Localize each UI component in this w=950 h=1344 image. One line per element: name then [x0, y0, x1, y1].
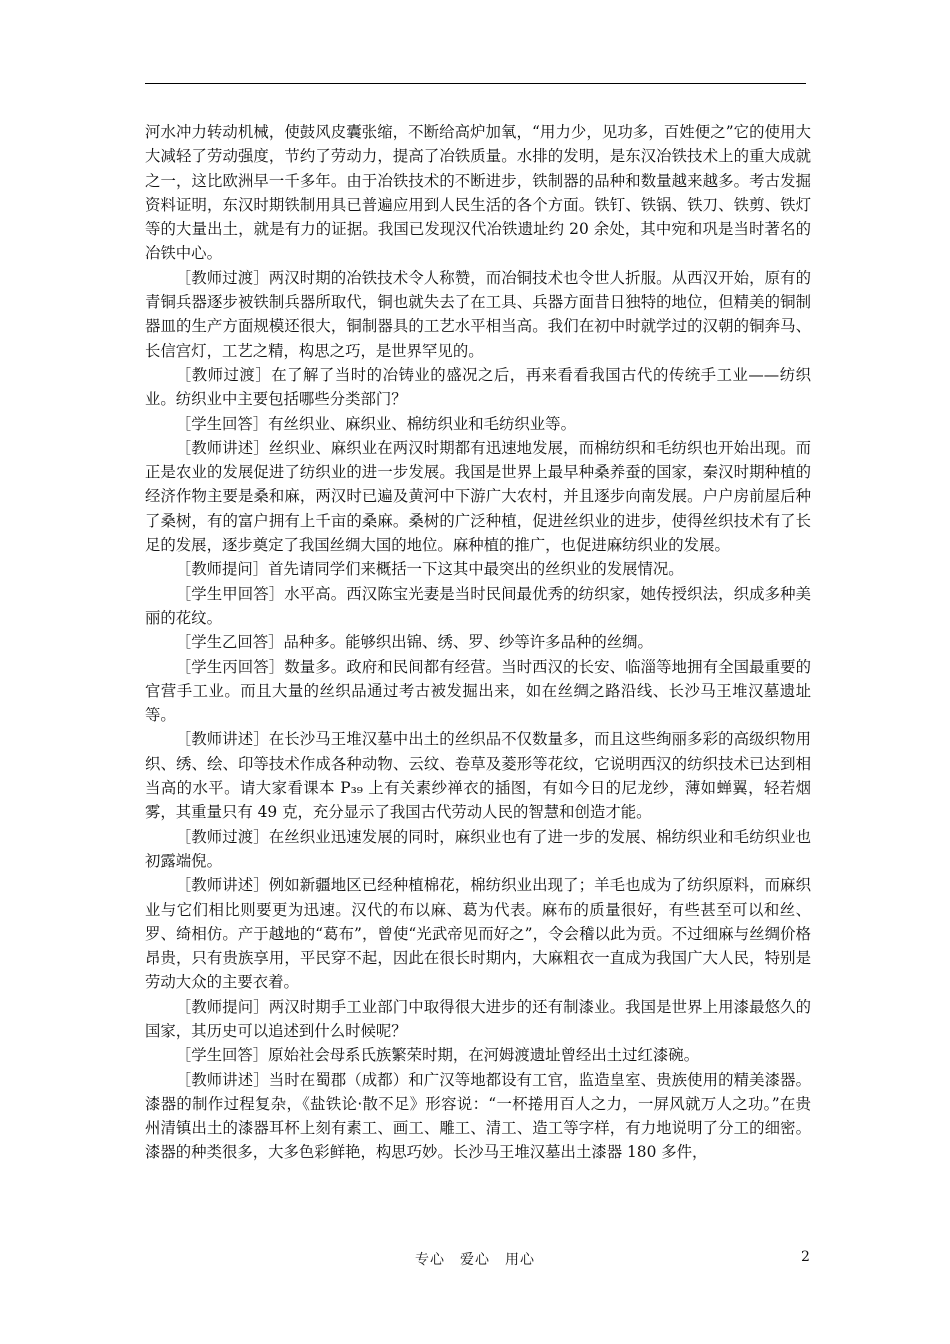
page-footer: [0, 1249, 950, 1269]
paragraph: ［学生丙回答］数量多。政府和民间都有经营。当时西汉的长安、临淄等地拥有全国最重要的官营手工业。而且大量的丝织品通过考古被发掘出来，如在丝绸之路沿线、长沙马王堆汉墓遗址等。: [145, 657, 811, 725]
paragraph: ［教师提问］两汉时期手工业部门中取得很大进步的还有制漆业。我国是世界上用漆最悠久的国家，其历史可以追述到什么时候呢？: [145, 997, 811, 1040]
paragraph: ［教师过渡］在了解了当时的冶铸业的盛况之后，再来看看我国古代的传统手工业——纺织业。纺织业中主要包括哪些分类部门？: [145, 365, 811, 409]
header-rule: [145, 83, 806, 84]
paragraph: ［学生回答］原始社会母系氏族繁荣时期，在河姆渡遗址曾经出土过红漆碗。: [175, 1046, 700, 1065]
page-number: 2: [801, 1249, 810, 1265]
paragraph: ［学生回答］有丝织业、麻织业、棉纺织业和毛纺织业等。: [175, 414, 576, 433]
paragraph: ［教师讲述］在长沙马王堆汉墓中出土的丝织品不仅数量多，而且这些绚丽多彩的高级织物用织、绣、绘、印等技术作成各种动物、云纹、卷草及菱形等花纹，它说明西汉的纺织技术已达到相当高的水平。请大家看课本 P₃₉ 上有关素纱禅衣的插图，有如今日的尼龙纱，薄如蝉翼，轻若烟雾，其重量只有 49 克，充分显示了我国古代劳动人民的智慧和创造才能。: [145, 730, 811, 822]
paragraph: ［学生乙回答］品种多。能够织出锦、绣、罗、纱等许多品种的丝绸。: [175, 633, 653, 652]
paragraph: ［教师过渡］在丝织业迅速发展的同时，麻织业也有了进一步的发展、棉纺织业和毛纺织业也初露端倪。: [145, 827, 811, 870]
footer-motto: 专心 爱心 用心: [415, 1252, 535, 1268]
paragraph: ［教师讲述］当时在蜀郡（成都）和广汉等地都设有工官，监造皇室、贵族使用的精美漆器。漆器的制作过程复杂，《盐铁论·散不足》形容说：“一杯捲用百人之力，一屏风就万人之功。”在贵州清镇出土的漆器耳杯上刻有素工、画工、雕工、清工、造工等字样，有力地说明了分工的细密。漆器的种类很多，大多色彩鲜艳，构思巧妙。长沙马王堆汉墓出土漆器 180 多件，: [145, 1070, 811, 1162]
paragraph: ［学生甲回答］水平高。西汉陈宝光妻是当时民间最优秀的纺织家，她传授织法，织成多种美丽的花纹。: [145, 584, 811, 627]
paragraph: ［教师过渡］两汉时期的冶铁技术令人称赞，而冶铜技术也令世人折服。从西汉开始，原有的青铜兵器逐步被铁制兵器所取代，铜也就失去了在工具、兵器方面昔日独特的地位，但精美的铜制器皿的生产方面规模还很大，铜制器具的工艺水平相当高。我们在初中时就学过的汉朝的铜奔马、长信宫灯，工艺之精，构思之巧，是世界罕见的。: [145, 268, 811, 360]
paragraph: ［教师讲述］例如新疆地区已经种植棉花，棉纺织业出现了；羊毛也成为了纺织原料，而麻织业与它们相比则要更为迅速。汉代的布以麻、葛为代表。麻布的质量很好，有些甚至可以和丝、罗、绮相仿。产于越地的“葛布”，曾使“光武帝见而好之”，令会稽以此为贡。不过细麻与丝绸价格昂贵，只有贵族享用，平民穿不起，因此在很长时期内，大麻粗衣一直成为我国广大人民，特别是劳动大众的主要衣着。: [145, 876, 811, 992]
paragraph: ［教师讲述］丝织业、麻织业在两汉时期都有迅速地发展，而棉纺织和毛纺织也开始出现。而正是农业的发展促进了纺织业的进一步发展。我国是世界上最早种桑养蚕的国家，秦汉时期种植的经济作物主要是桑和麻，两汉时已遍及黄河中下游广大农村，并且逐步向南发展。户户房前屋后种了桑树，有的富户拥有上千亩的桑麻。桑树的广泛种植，促进丝织业的进步，使得丝织技术有了长足的发展，逐步奠定了我国丝绸大国的地位。麻种植的推广，也促进麻纺织业的发展。: [145, 438, 811, 555]
document-body: [145, 120, 811, 1165]
paragraph: ［教师提问］首先请同学们来概括一下这其中最突出的丝织业的发展情况。: [175, 560, 684, 579]
paragraph: 河水冲力转动机械，使鼓风皮囊张缩，不断给高炉加氧，“用力少，见功多，百姓便之”它的使用大大减轻了劳动强度，节约了劳动力，提高了冶铁质量。水排的发明，是东汉冶铁技术上的重大成就之一，这比欧洲早一千多年。由于冶铁技术的不断进步，铁制器的品种和数量越来越多。考古发掘资料证明，东汉时期铁制用具已普遍应用到人民生活的各个方面。铁钉、铁锅、铁刀、铁剪、铁灯等的大量出土，就是有力的证据。我国已发现汉代冶铁遗址约 20 余处，其中宛和巩是当时著名的冶铁中心。: [145, 123, 811, 263]
